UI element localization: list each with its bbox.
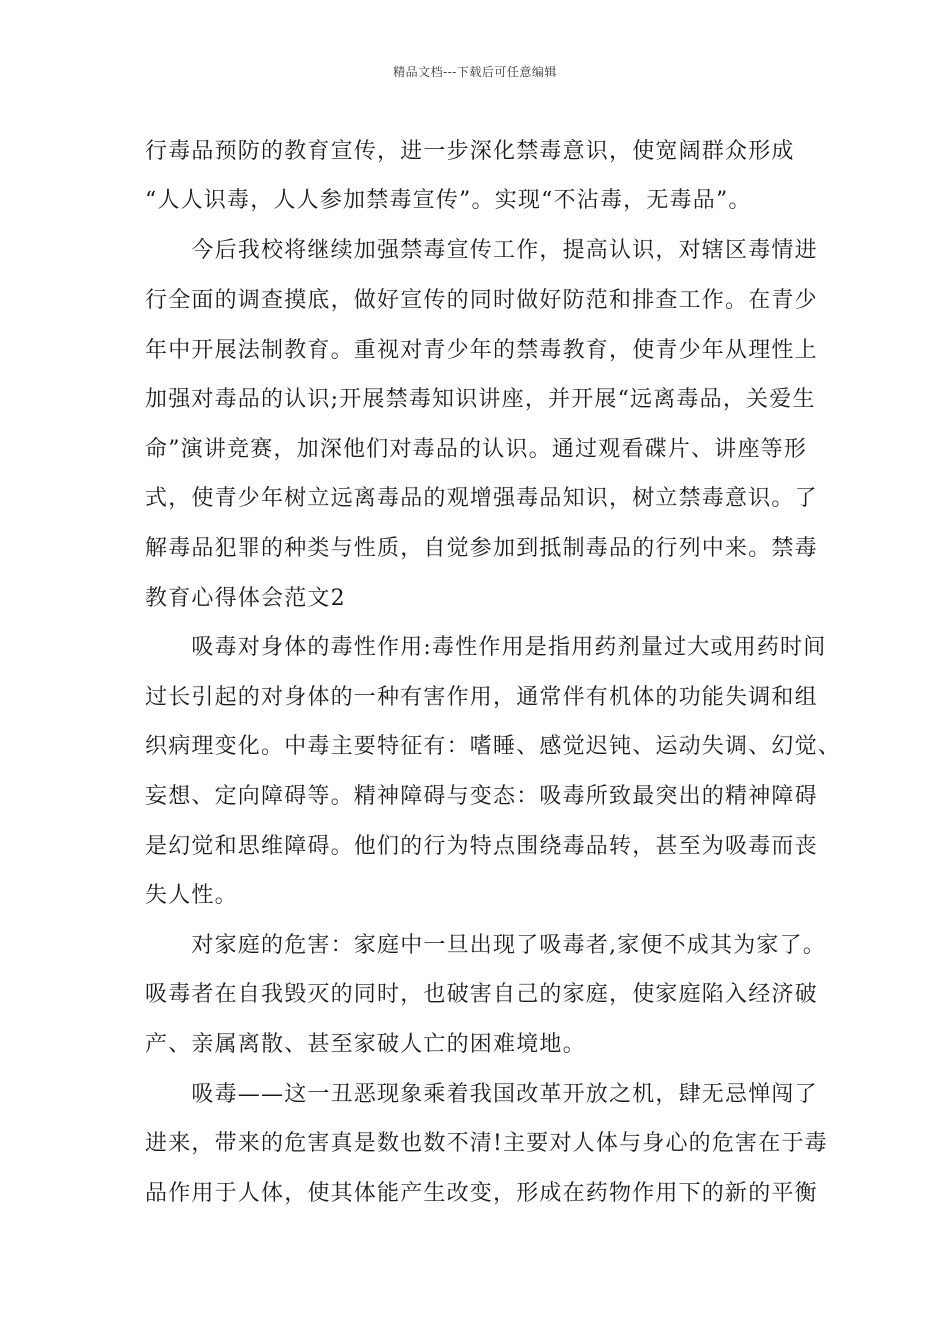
body-line: 吸毒者在自我毁灭的同时，也破害自己的家庭，使家庭陷入经济破 <box>145 982 818 1007</box>
body-line: 失人性。 <box>145 883 238 908</box>
body-line: 是幻觉和思维障碍。他们的行为特点围绕毒品转，甚至为吸毒而丧 <box>145 834 818 859</box>
body-line: 命”演讲竞赛，加深他们对毒品的认识。通过观看碟片、讲座等形 <box>145 437 808 462</box>
section-title: 教育心得体会范文2 <box>145 586 346 611</box>
body-line: 对家庭的危害：家庭中一旦出现了吸毒者,家便不成其为家了。 <box>145 933 826 958</box>
body-line: 解毒品犯罪的种类与性质，自觉参加到抵制毒品的行列中来。禁毒 <box>145 536 818 561</box>
body-line: 今后我校将继续加强禁毒宣传工作，提高认识，对辖区毒情进 <box>145 238 818 263</box>
body-line: “人人识毒，人人参加禁毒宣传”。实现“不沾毒，无毒品”。 <box>145 188 752 213</box>
body-line: 品作用于人体，使其体能产生改变，形成在药物作用下的新的平衡 <box>145 1181 818 1206</box>
body-line: 吸毒对身体的毒性作用:毒性作用是指用药剂量过大或用药时间 <box>145 635 827 660</box>
body-line: 过长引起的对身体的一种有害作用，通常伴有机体的功能失调和组 <box>145 685 818 710</box>
body-line: 行毒品预防的教育宣传，进一步深化禁毒意识，使宽阔群众形成 <box>145 139 795 164</box>
page-header: 精品文档---下载后可任意编辑 <box>393 65 557 79</box>
body-line: 妄想、定向障碍等。精神障碍与变态：吸毒所致最突出的精神障碍 <box>145 784 818 809</box>
body-line: 式，使青少年树立远离毒品的观增强毒品知识，树立禁毒意识。了 <box>145 486 818 511</box>
body-line: 年中开展法制教育。重视对青少年的禁毒教育，使青少年从理性上 <box>145 338 818 363</box>
body-line: 进来，带来的危害真是数也数不清!主要对人体与身心的危害在于毒 <box>145 1131 828 1156</box>
body-line: 产、亲属离散、甚至家破人亡的困难境地。 <box>145 1032 586 1057</box>
body-line: 吸毒——这一丑恶现象乘着我国改革开放之机，肆无忌惮闯了 <box>145 1082 818 1107</box>
body-line: 行全面的调查摸底，做好宣传的同时做好防范和排查工作。在青少 <box>145 288 818 313</box>
body-line: 加强对毒品的认识;开展禁毒知识讲座，并开展“远离毒品，关爱生 <box>145 387 816 412</box>
body-line: 织病理变化。中毒主要特征有：嗜睡、感觉迟钝、运动失调、幻觉、 <box>145 734 842 759</box>
